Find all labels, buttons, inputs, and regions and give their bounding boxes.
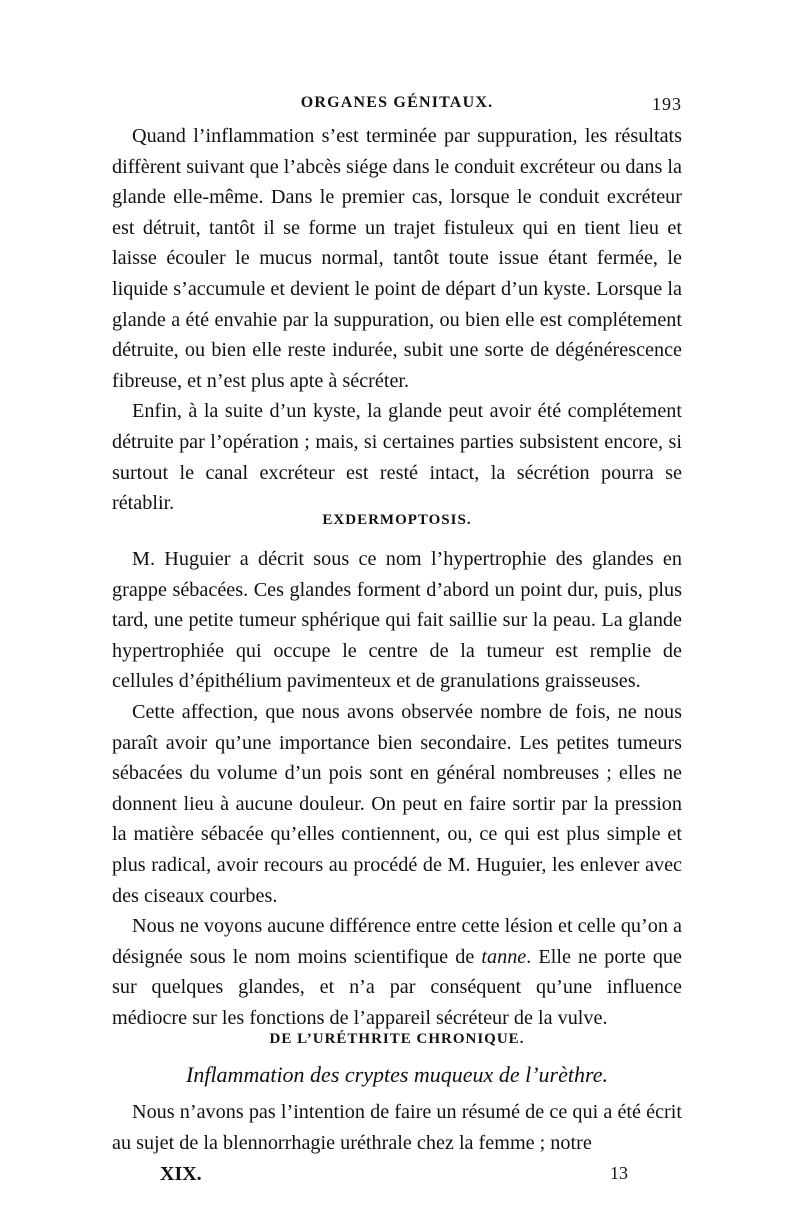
page-footer [160, 1163, 628, 1189]
sheet-number: 13 [610, 1163, 628, 1183]
tanne-text-after: . Elle ne porte que sur quelques glandes, et n’a par conséquent qu’une influence médiocre sur les fonctions de l’appareil sécréteur de la vulve. [112, 945, 682, 1029]
text-block-suppuration [112, 121, 682, 519]
subheading-cryptes: Inflammation des cryptes muqueux de l’urèthre. [186, 1062, 608, 1087]
tanne-term: tanne [481, 945, 527, 968]
paragraph-affection: Cette affection, que nous avons observée nombre de fois, ne nous paraît avoir qu’une importance bien secondaire. Les petites tumeurs sébacées du volume d’un pois sont en général nombreuses ; elles ne donnent lieu à aucune douleur. On peut en faire sortir par la pression la matière sébacée qu’elles contiennent, ou, ce qui est plus simple et plus radical, avoir recours au procédé de M. Huguier, les enlever avec des ciseaux courbes. [112, 700, 682, 907]
paragraph-kyste: Enfin, à la suite d’un kyste, la glande peut avoir été complétement détruite par l’opération ; mais, si certaines parties subsistent encore, si surtout le canal excréteur est resté intact, la sécrétion pourra se rétablir. [112, 400, 682, 515]
running-header [112, 94, 682, 118]
paragraph-suppuration: Quand l’inflammation s’est terminée par suppuration, les résultats diffèrent suivant que l’abcès siége dans le conduit excréteur ou dans la glande elle-même. Dans le premier cas, lorsque le conduit excréteur est détruit, tantôt il se forme un trajet fistuleux qui en tient lieu et laisse écouler le mucus normal, tantôt toute issue étant fermée, le liquide s’accumule et devient le point de départ d’un kyste. Lorsque la glande a été envahie par la suppuration, ou bien elle est complétement détruite, ou bien elle reste indurée, subit une sorte de dégénérescence fibreuse, et n’est plus apte à sécréter. [112, 125, 682, 392]
text-block-urethrite [112, 1097, 682, 1158]
section-heading-exdermoptosis: EXDERMOPTOSIS. [322, 512, 472, 528]
paragraph-tanne [112, 911, 682, 1033]
section-heading-urethrite: DE L’URÉTHRITE CHRONIQUE. [269, 1031, 525, 1047]
tanne-text-before: Nous ne voyons aucune différence entre cette lésion et celle qu’on a désignée sous le nom moins scientifique de [112, 915, 682, 968]
running-title: ORGANES GÉNITAUX. [300, 94, 494, 111]
paragraph-blennorrhagie: Nous n’avons pas l’intention de faire un résumé de ce qui a été écrit au sujet de la blennorrhagie uréthrale chez la femme ; notre [112, 1101, 682, 1154]
page-number: 193 [652, 94, 682, 114]
paragraph-huguier: M. Huguier a décrit sous ce nom l’hypertrophie des glandes en grappe sébacées. Ces glandes forment d’abord un point dur, puis, plus tard, une petite tumeur sphérique qui fait saillie sur la peau. La glande hypertrophiée qui occupe le centre de la tumeur est remplie de cellules d’épithélium pavimenteux et de granulations graisseuses. [112, 548, 682, 693]
text-block-exdermoptosis [112, 544, 682, 1034]
signature-mark: XIX. [160, 1163, 202, 1185]
